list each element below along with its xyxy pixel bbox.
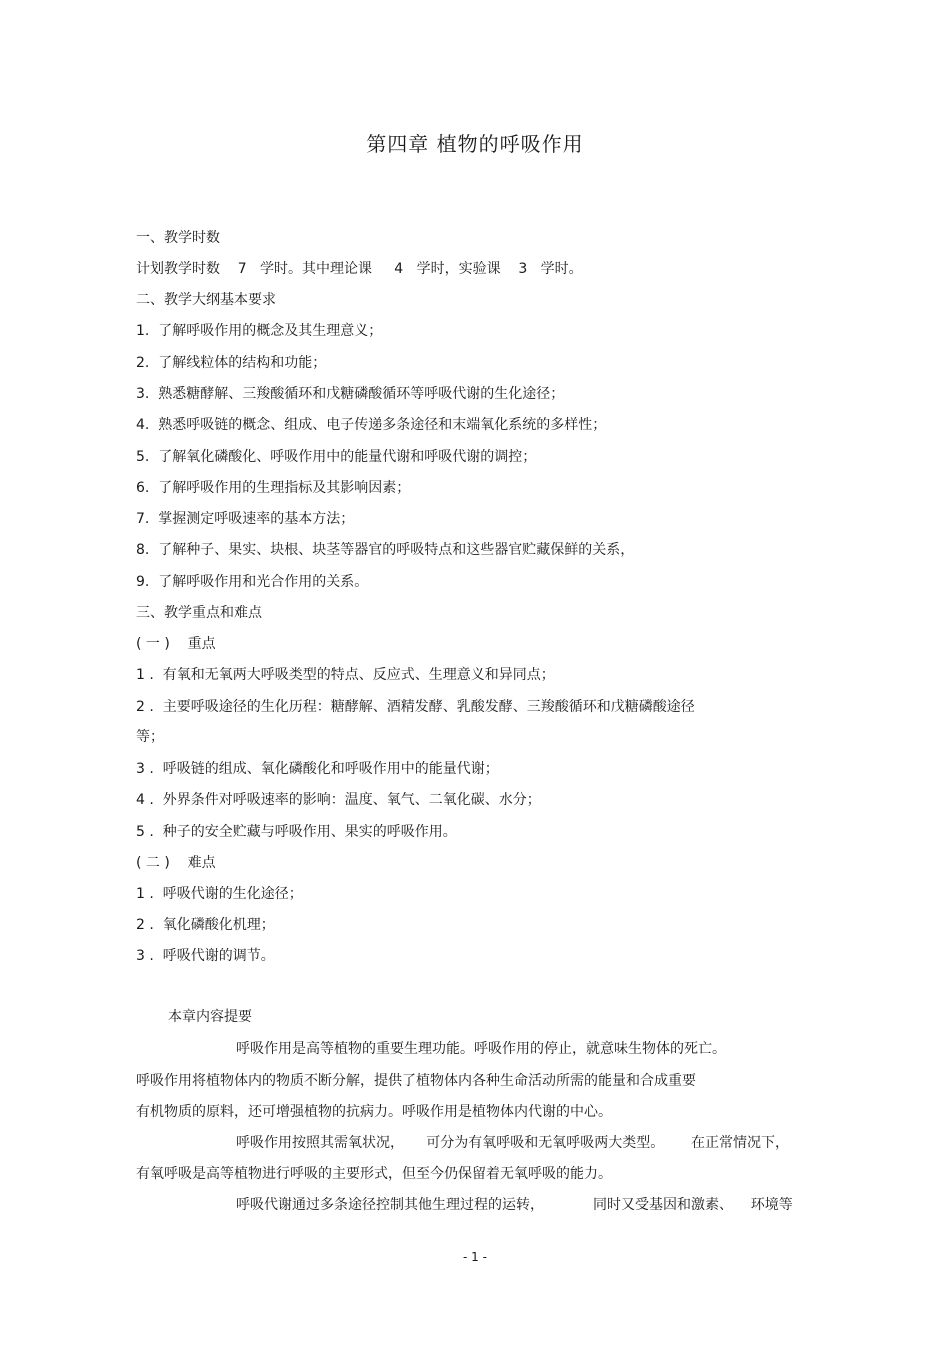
summary-line: 呼吸作用按照其需氧状况， 可分为有氧呼吸和无氧呼吸两大类型。 在正常情况下， (236, 1135, 789, 1151)
page-title: 第四章 植物的呼吸作用 (366, 132, 584, 156)
requirement-item: 3. 熟悉糖酵解、三羧酸循环和戊糖磷酸循环等呼吸代谢的生化途径； (136, 386, 565, 402)
requirement-item: 9. 了解呼吸作用和光合作用的关系。 (136, 574, 369, 590)
key-point-item: 2 . 主要呼吸途径的生化历程：糖酵解、酒精发酵、乳酸发酵、三羧酸循环和戊糖磷酸途径 (136, 699, 695, 715)
difficulty-item: 3 . 呼吸代谢的调节。 (136, 948, 275, 964)
requirement-item: 1. 了解呼吸作用的概念及其生理意义； (136, 323, 383, 339)
key-point-item: 5 . 种子的安全贮藏与呼吸作用、果实的呼吸作用。 (136, 824, 457, 840)
summary-line: 有机物质的原料，还可增强植物的抗病力。呼吸作用是植物体内代谢的中心。 (136, 1104, 612, 1120)
requirement-item: 6. 了解呼吸作用的生理指标及其影响因素； (136, 480, 411, 496)
requirement-item: 8. 了解种子、果实、块根、块茎等器官的呼吸特点和这些器官贮藏保鲜的关系， (136, 542, 635, 558)
requirement-item: 7. 掌握测定呼吸速率的基本方法； (136, 511, 355, 527)
subheading-key-points: ( 一 ) 重点 (136, 636, 216, 652)
difficulty-item: 1 . 呼吸代谢的生化途径； (136, 886, 303, 902)
section-heading-focus: 三、教学重点和难点 (136, 605, 262, 621)
requirement-item: 5. 了解氧化磷酸化、呼吸作用中的能量代谢和呼吸代谢的调控； (136, 449, 537, 465)
key-point-item: 1 . 有氧和无氧两大呼吸类型的特点、反应式、生理意义和异同点； (136, 667, 555, 683)
page-number: - 1 - (463, 1250, 487, 1264)
summary-line: 呼吸作用是高等植物的重要生理功能。呼吸作用的停止，就意味生物体的死亡。 (236, 1041, 726, 1057)
summary-line: 有氧呼吸是高等植物进行呼吸的主要形式，但至今仍保留着无氧呼吸的能力。 (136, 1166, 612, 1182)
hours-text: 计划教学时数 7 学时。其中理论课 4 学时，实验课 3 学时。 (136, 261, 583, 277)
key-point-item: 3 . 呼吸链的组成、氧化磷酸化和呼吸作用中的能量代谢； (136, 761, 499, 777)
section-heading-hours: 一、教学时数 (136, 230, 220, 246)
section-heading-requirements: 二、教学大纲基本要求 (136, 292, 276, 308)
key-point-item: 等； (136, 729, 164, 745)
difficulty-item: 2 . 氧化磷酸化机理； (136, 917, 275, 933)
summary-line: 呼吸作用将植物体内的物质不断分解，提供了植物体内各种生命活动所需的能量和合成重要 (136, 1073, 696, 1089)
subheading-difficulties: ( 二 ) 难点 (136, 855, 216, 871)
key-point-item: 4 . 外界条件对呼吸速率的影响：温度、氧气、二氧化碳、水分； (136, 792, 541, 808)
summary-line: 呼吸代谢通过多条途径控制其他生理过程的运转， 同时又受基因和激素、 环境等 (236, 1197, 793, 1213)
summary-heading: 本章内容提要 (168, 1009, 252, 1025)
requirement-item: 4. 熟悉呼吸链的概念、组成、电子传递多条途径和末端氧化系统的多样性； (136, 417, 607, 433)
requirement-item: 2. 了解线粒体的结构和功能； (136, 355, 327, 371)
